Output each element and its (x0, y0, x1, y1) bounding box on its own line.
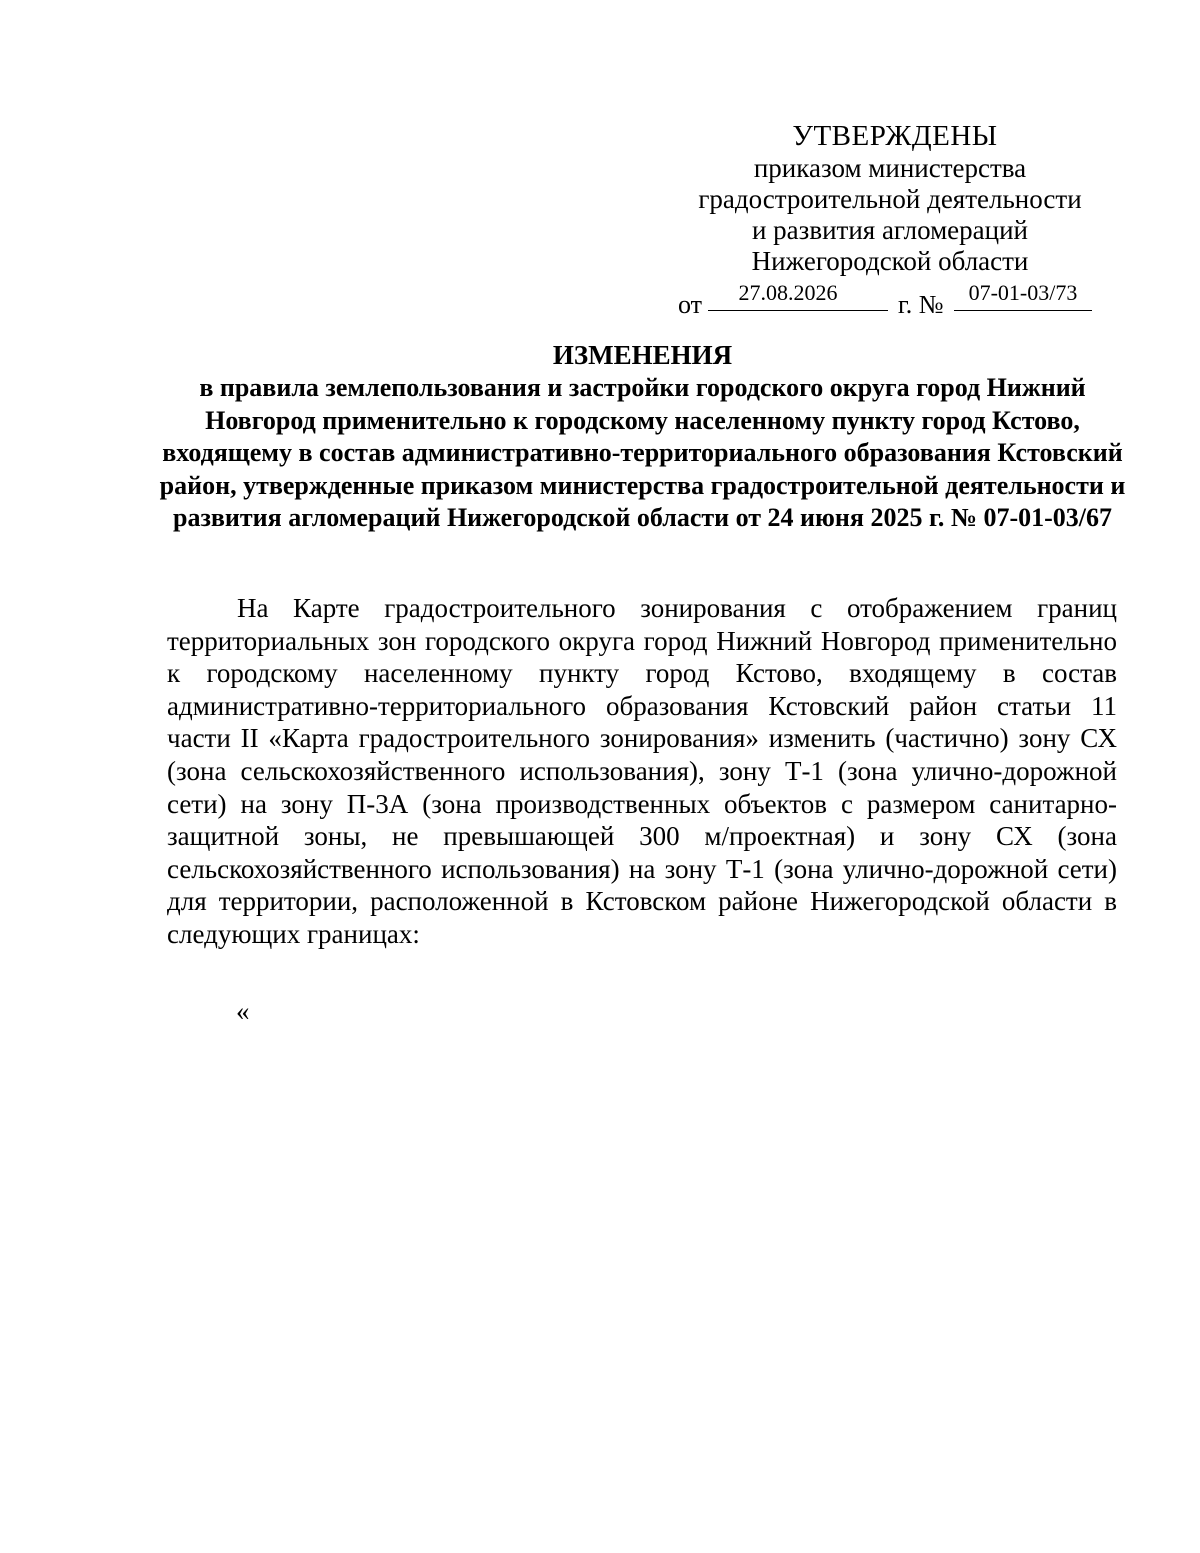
approval-line-region: Нижегородской области (751, 246, 1029, 276)
approval-line-agglomeration: и развития агломераций (751, 215, 1028, 245)
approval-title: УТВЕРЖДЕНЫ (792, 120, 998, 152)
approval-date: 27.08.2026 (738, 280, 838, 305)
approval-date-number-row (678, 280, 1108, 320)
number-underline (954, 310, 1092, 311)
approval-number: 07-01-03/73 (968, 280, 1078, 305)
document-heading (150, 338, 1135, 535)
approval-line-order: приказом министерства (753, 153, 1027, 183)
opening-quote: « (236, 996, 250, 1026)
approval-line-activity: градостроительной деятельности (698, 184, 1082, 214)
year-number-label: г. № (898, 290, 944, 319)
approval-stamp (660, 120, 1120, 277)
date-underline (708, 310, 888, 311)
from-label: от (678, 290, 703, 319)
body-paragraph: На Карте градостроительного зонирования с отображением границ территориальных зон городского округа город Нижний Новгород применительно к городскому населенному пункту город Кстово, входящему в состав административно-территориального образования Кстовский район статьи 11 части II «Карта градостроительного зонирования» изменить (частично) зону СХ (зона сельскохозяйственного использования), зону Т-1 (зона улично-дорожной сети) на зону П-3А (зона производственных объектов с размером санитарно-защитной зоны, не превышающей 300 м/проектная) и зону СХ (зона сельскохозяйственного использования) на зону Т-1 (зона улично-дорожной сети) для территории, расположенной в Кстовском районе Нижегородской области в следующих границах: (167, 593, 1117, 949)
heading-subtitle: в правила землепользования и застройки городского округа город Нижний Новгород применительно к городскому населенному пункту город Кстово, входящему в состав административно-территориального образования Кстовский район, утвержденные приказом министерства градостроительной деятельности и развития агломераций Нижегородской области от 24 июня 2025 г. № 07-01-03/67 (159, 373, 1126, 532)
heading-title: ИЗМЕНЕНИЯ (552, 340, 733, 370)
